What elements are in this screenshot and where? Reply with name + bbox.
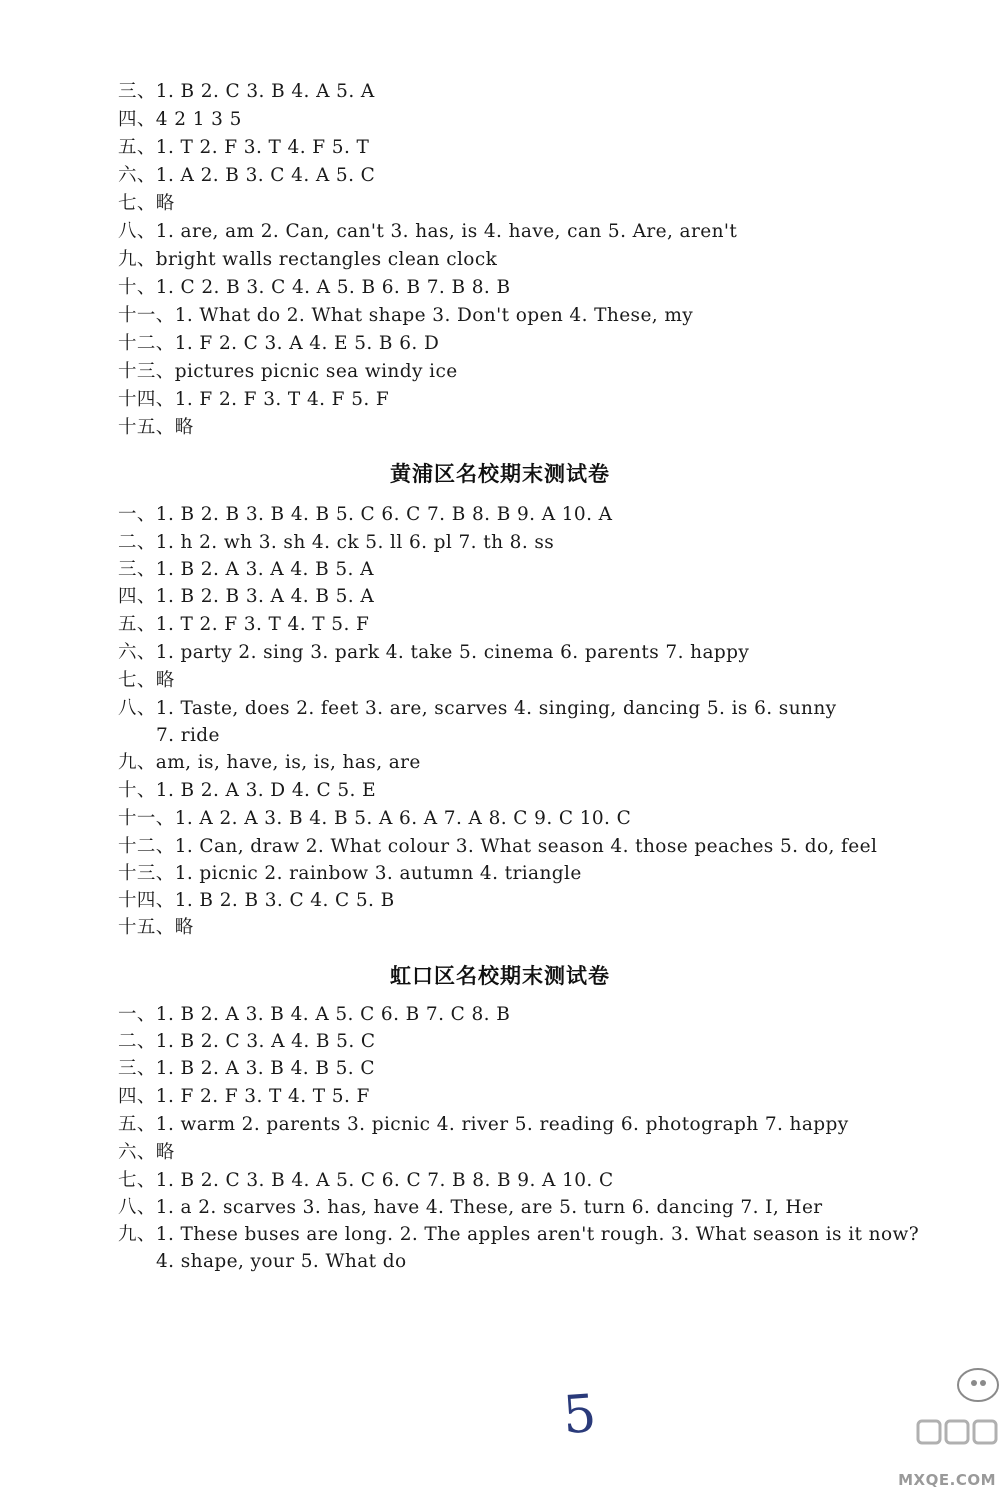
answer-line: 六、1. A 2. B 3. C 4. A 5. C	[118, 165, 376, 186]
answer-line: 十一、1. A 2. A 3. B 4. B 5. A 6. A 7. A 8. C 9. C 10. C	[118, 808, 632, 829]
answer-line: 五、1. warm 2. parents 3. picnic 4. river 5. reading 6. photograph 7. happy	[118, 1114, 849, 1135]
answer-line: 九、1. These buses are long. 2. The apples aren't rough. 3. What season is it now?	[118, 1224, 920, 1245]
answer-line: 十五、略	[118, 417, 194, 438]
watermark-text: MXQE.COM	[898, 1471, 996, 1489]
answer-line: 三、1. B 2. A 3. B 4. B 5. C	[118, 1058, 375, 1079]
answer-line: 十、1. C 2. B 3. C 4. A 5. B 6. B 7. B 8. B	[118, 277, 511, 298]
answer-line: 十三、pictures picnic sea windy ice	[118, 361, 458, 382]
answer-line: 三、1. B 2. C 3. B 4. A 5. A	[118, 81, 375, 102]
answer-line: 一、1. B 2. A 3. B 4. A 5. C 6. B 7. C 8. B	[118, 1004, 511, 1025]
answer-line: 六、略	[118, 1142, 175, 1163]
answer-line: 七、略	[118, 193, 175, 214]
answer-line: 六、1. party 2. sing 3. park 4. take 5. cinema 6. parents 7. happy	[118, 642, 750, 663]
section-title: 黄浦区名校期末测试卷	[390, 462, 610, 486]
answer-line: 十二、1. F 2. C 3. A 4. E 5. B 6. D	[118, 333, 440, 354]
answer-line: 八、1. Taste, does 2. feet 3. are, scarves 4. singing, dancing 5. is 6. sunny	[118, 698, 837, 719]
section-title: 虹口区名校期末测试卷	[390, 964, 610, 988]
answer-line: 四、1. B 2. B 3. A 4. B 5. A	[118, 586, 375, 607]
answer-line: 十一、1. What do 2. What shape 3. Don't open 4. These, my	[118, 305, 694, 326]
answer-line: 十三、1. picnic 2. rainbow 3. autumn 4. triangle	[118, 863, 582, 884]
watermark-logo	[890, 1343, 1000, 1493]
answer-line: 7. ride	[156, 725, 220, 746]
answer-line: 二、1. B 2. C 3. A 4. B 5. C	[118, 1031, 376, 1052]
answer-line: 一、1. B 2. B 3. B 4. B 5. C 6. C 7. B 8. B 9. A 10. A	[118, 504, 613, 525]
answer-line: 三、1. B 2. A 3. A 4. B 5. A	[118, 559, 374, 580]
answer-line: 十、1. B 2. A 3. D 4. C 5. E	[118, 780, 377, 801]
answer-line: 十四、1. F 2. F 3. T 4. F 5. F	[118, 389, 390, 410]
answer-line: 十四、1. B 2. B 3. C 4. C 5. B	[118, 890, 395, 911]
answer-line: 五、1. T 2. F 3. T 4. F 5. T	[118, 137, 370, 158]
answer-line: 八、1. a 2. scarves 3. has, have 4. These, are 5. turn 6. dancing 7. I, Her	[118, 1197, 823, 1218]
answer-line: 九、am, is, have, is, is, has, are	[118, 752, 421, 773]
answer-line: 十二、1. Can, draw 2. What colour 3. What season 4. those peaches 5. do, feel	[118, 836, 878, 857]
answer-line: 四、1. F 2. F 3. T 4. T 5. F	[118, 1086, 370, 1107]
answer-line: 二、1. h 2. wh 3. sh 4. ck 5. ll 6. pl 7. th 8. ss	[118, 532, 555, 553]
answer-line: 五、1. T 2. F 3. T 4. T 5. F	[118, 614, 370, 635]
answer-line: 四、4 2 1 3 5	[118, 109, 242, 130]
answer-line: 4. shape, your 5. What do	[156, 1251, 407, 1272]
answer-line: 七、1. B 2. C 3. B 4. A 5. C 6. C 7. B 8. B 9. A 10. C	[118, 1170, 614, 1191]
answer-line: 八、1. are, am 2. Can, can't 3. has, is 4. have, can 5. Are, aren't	[118, 221, 738, 242]
answer-line: 十五、略	[118, 917, 194, 938]
page-number: 5	[560, 1383, 599, 1447]
answer-line: 九、bright walls rectangles clean clock	[118, 249, 498, 270]
answer-line: 七、略	[118, 670, 175, 691]
